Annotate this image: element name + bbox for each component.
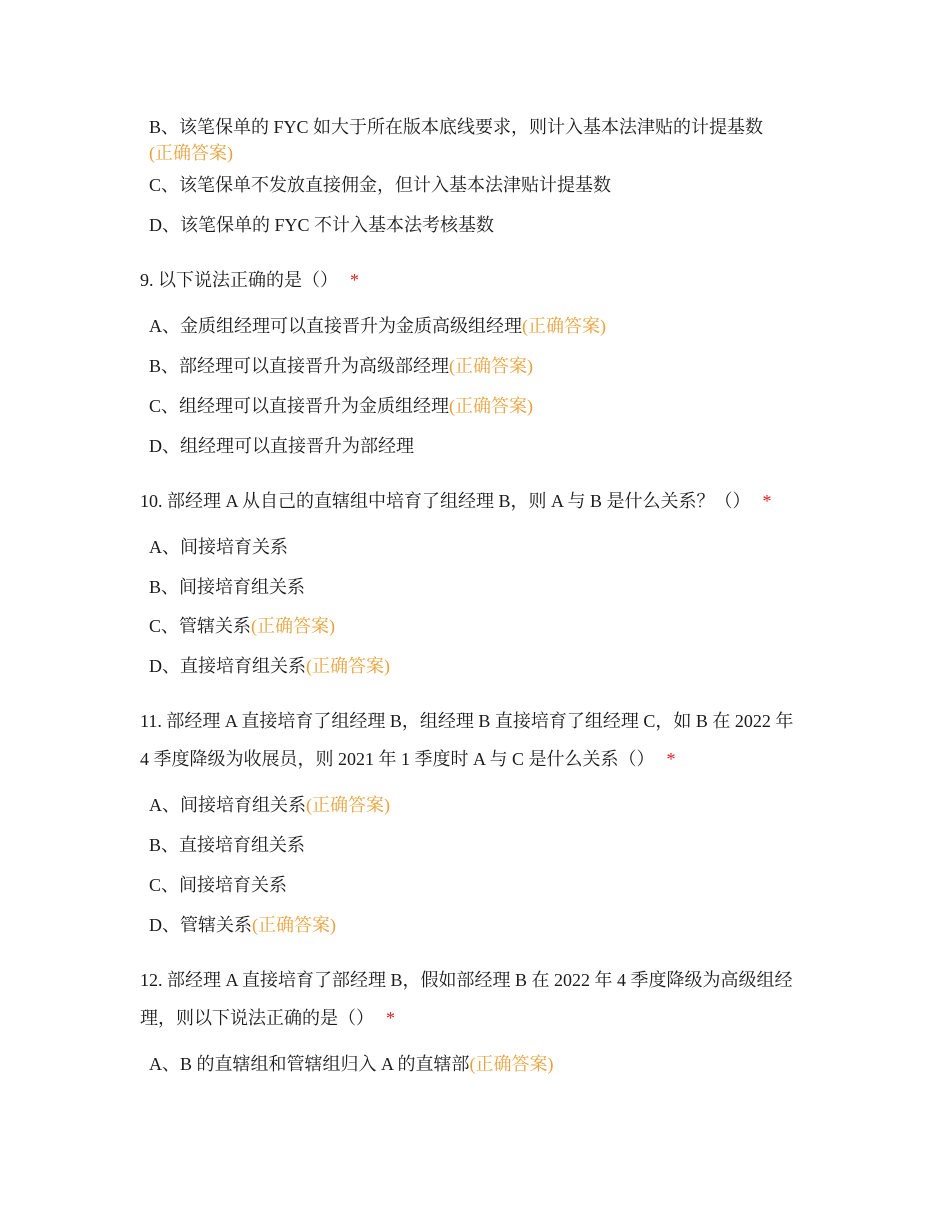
correct-answer-tag: (正确答案)	[469, 1054, 554, 1074]
correct-answer-tag: (正确答案)	[252, 915, 336, 935]
option-text: C、该笔保单不发放直接佣金，但计入基本法津贴计提基数	[149, 175, 612, 195]
option-text: A、金质组经理可以直接晋升为金质高级组经理	[149, 316, 522, 336]
correct-answer-tag: (正确答案)	[306, 656, 390, 676]
q9-option-b	[149, 354, 533, 378]
option-text: A、间接培育关系	[149, 537, 288, 557]
option-text: D、组经理可以直接晋升为部经理	[149, 436, 414, 456]
q8-option-b	[149, 115, 763, 139]
question-11-line-1	[140, 709, 793, 733]
q9-option-c	[149, 394, 533, 418]
question-11-line-2	[140, 747, 676, 771]
option-text: D、直接培育组关系	[149, 656, 306, 676]
correct-answer-tag: (正确答案)	[449, 396, 534, 416]
q10-option-d	[149, 654, 390, 678]
required-star: *	[350, 270, 359, 290]
question-text: 10. 部经理 A 从自己的直辖组中培育了组经理 B，则 A 与 B 是什么关系？（）	[140, 491, 751, 511]
option-text: B、间接培育组关系	[149, 577, 306, 597]
correct-answer-tag: (正确答案)	[251, 616, 336, 636]
option-text: C、组经理可以直接晋升为金质组经理	[149, 396, 450, 416]
q10-option-a	[149, 535, 288, 559]
question-text: 4 季度降级为收展员，则 2021 年 1 季度时 A 与 C 是什么关系（）	[140, 749, 655, 769]
option-text: C、管辖关系	[149, 616, 252, 636]
q11-option-a	[149, 793, 390, 817]
required-star: *	[386, 1008, 395, 1028]
q9-option-a	[149, 314, 606, 338]
option-text: D、该笔保单的 FYC 不计入基本法考核基数	[149, 215, 495, 235]
correct-answer-tag: (正确答案)	[149, 143, 233, 163]
correct-answer-tag: (正确答案)	[449, 356, 534, 376]
q8-option-b-correct	[149, 141, 233, 165]
q12-option-a	[149, 1052, 554, 1076]
required-star: *	[666, 749, 676, 769]
q11-option-c	[149, 873, 287, 897]
option-text: C、间接培育关系	[149, 875, 288, 895]
q8-option-d	[149, 213, 494, 237]
option-text: A、间接培育组关系	[149, 795, 306, 815]
option-text: A、B 的直辖组和管辖组归入 A 的直辖部	[149, 1054, 470, 1074]
question-10	[140, 489, 772, 513]
q8-option-c	[149, 173, 611, 197]
option-text: B、直接培育组关系	[149, 835, 306, 855]
q10-option-b	[149, 575, 305, 599]
question-text: 11. 部经理 A 直接培育了组经理 B，组经理 B 直接培育了组经理 C，如 B 在 2022 年	[140, 711, 794, 731]
question-12-line-1	[140, 968, 793, 992]
question-text: 9. 以下说法正确的是（）	[140, 270, 338, 290]
correct-answer-tag: (正确答案)	[522, 316, 606, 336]
q10-option-c	[149, 614, 335, 638]
question-text: 理，则以下说法正确的是（）	[140, 1008, 374, 1028]
question-text: 12. 部经理 A 直接培育了部经理 B，假如部经理 B 在 2022 年 4 季度降级为高级组经	[140, 970, 793, 990]
option-text: B、该笔保单的 FYC 如大于所在版本底线要求，则计入基本法津贴的计提基数	[149, 117, 764, 137]
required-star: *	[762, 491, 772, 511]
option-text: D、管辖关系	[149, 915, 252, 935]
question-9	[140, 268, 359, 292]
q11-option-b	[149, 833, 305, 857]
correct-answer-tag: (正确答案)	[306, 795, 390, 815]
q11-option-d	[149, 913, 336, 937]
question-12-line-2	[140, 1006, 395, 1030]
option-text: B、部经理可以直接晋升为高级部经理	[149, 356, 450, 376]
q9-option-d	[149, 434, 414, 458]
